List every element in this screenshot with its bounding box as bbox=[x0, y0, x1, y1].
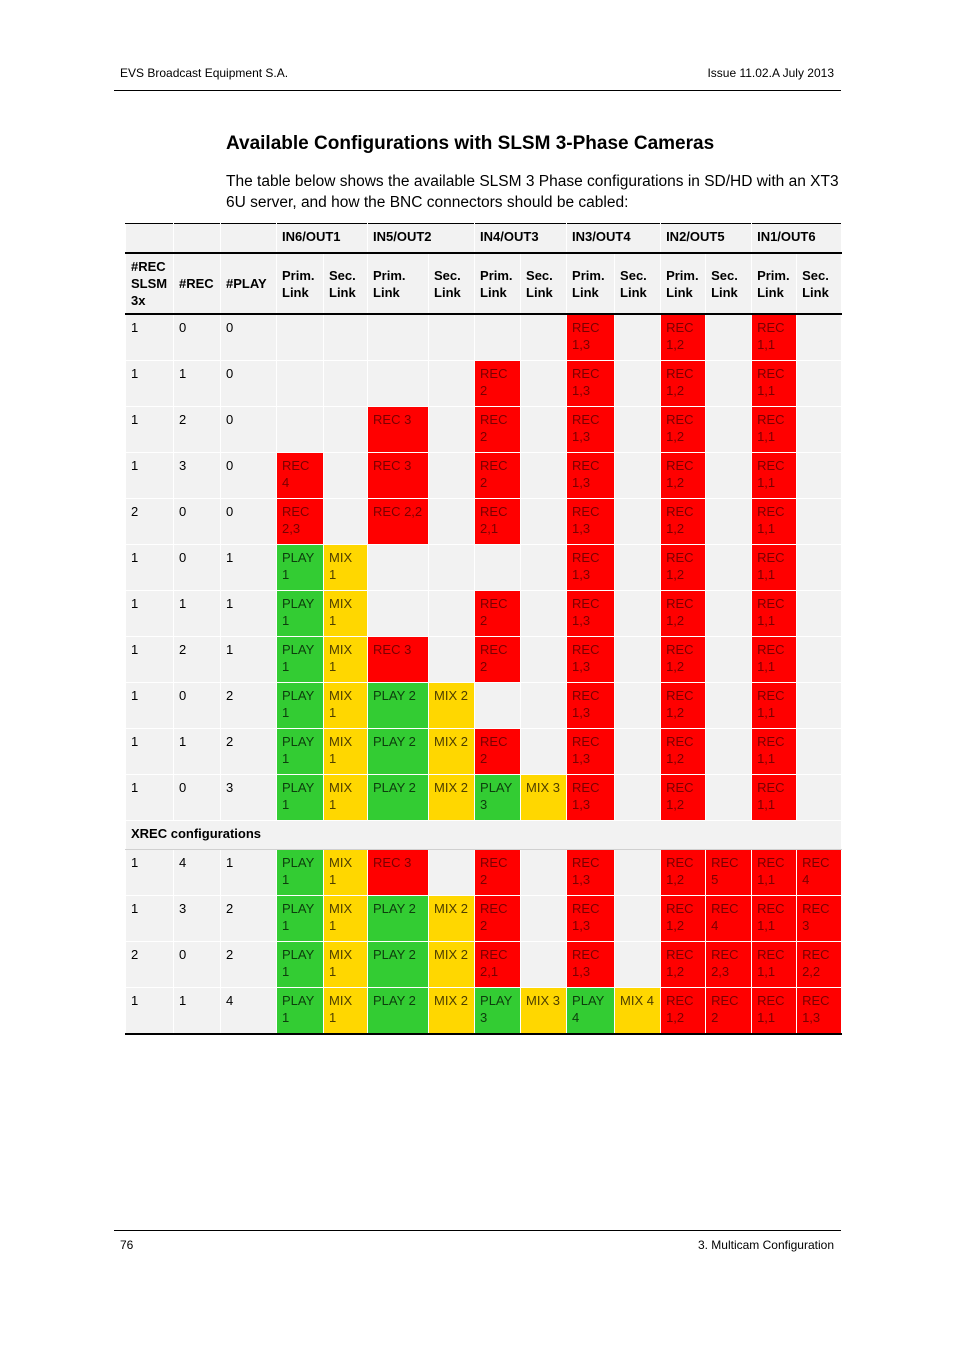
table-cell: PLAY 2 bbox=[368, 683, 429, 729]
table-cell: REC 4 bbox=[706, 896, 752, 942]
table-body bbox=[126, 314, 842, 1034]
table-cell bbox=[277, 407, 324, 453]
table-cell: REC 2 bbox=[475, 407, 521, 453]
table-cell: 1 bbox=[126, 896, 174, 942]
table-cell: PLAY 2 bbox=[368, 988, 429, 1035]
table-cell bbox=[277, 314, 324, 361]
table-cell bbox=[797, 683, 842, 729]
table-cell: MIX 1 bbox=[324, 591, 368, 637]
table-cell bbox=[475, 314, 521, 361]
table-row bbox=[126, 407, 842, 453]
table-cell bbox=[615, 683, 661, 729]
table-cell bbox=[615, 361, 661, 407]
table-cell: 2 bbox=[221, 896, 277, 942]
table-cell: MIX 2 bbox=[429, 896, 475, 942]
table-row bbox=[126, 942, 842, 988]
table-cell: REC 1,1 bbox=[752, 407, 797, 453]
configurations-table bbox=[125, 223, 842, 1035]
table-cell bbox=[521, 729, 567, 775]
table-cell: REC 3 bbox=[368, 453, 429, 499]
table-cell: REC 1,1 bbox=[752, 314, 797, 361]
table-cell bbox=[429, 637, 475, 683]
table-cell: REC 1,3 bbox=[567, 361, 615, 407]
table-cell bbox=[368, 314, 429, 361]
table-cell bbox=[521, 850, 567, 896]
table-cell: REC 2,3 bbox=[706, 942, 752, 988]
table-cell: REC 1,1 bbox=[752, 453, 797, 499]
table-cell: MIX 3 bbox=[521, 775, 567, 821]
table-cell bbox=[521, 591, 567, 637]
column-header: Prim. Link bbox=[277, 253, 324, 314]
table-cell: REC 1,2 bbox=[661, 850, 706, 896]
table-cell: 1 bbox=[126, 775, 174, 821]
footer-chapter: 3. Multicam Configuration bbox=[697, 1238, 834, 1252]
table-cell bbox=[521, 683, 567, 729]
table-cell: 0 bbox=[221, 499, 277, 545]
table-cell: PLAY 1 bbox=[277, 988, 324, 1035]
table-cell: 3 bbox=[174, 896, 221, 942]
table-cell bbox=[521, 942, 567, 988]
table-cell: REC 1,1 bbox=[752, 942, 797, 988]
header-company: EVS Broadcast Equipment S.A. bbox=[120, 66, 289, 80]
group-header: IN2/OUT5 bbox=[661, 224, 752, 254]
table-cell bbox=[615, 775, 661, 821]
table-row bbox=[126, 314, 842, 361]
column-header: Prim. Link bbox=[368, 253, 429, 314]
table-cell bbox=[706, 683, 752, 729]
footer-rule bbox=[114, 1230, 841, 1231]
table-cell bbox=[324, 499, 368, 545]
table-cell: REC 1,2 bbox=[661, 775, 706, 821]
table-cell bbox=[429, 361, 475, 407]
table-cell bbox=[706, 545, 752, 591]
table-row bbox=[126, 988, 842, 1035]
table-cell: REC 4 bbox=[277, 453, 324, 499]
group-header: IN3/OUT4 bbox=[567, 224, 661, 254]
table-cell: 0 bbox=[174, 499, 221, 545]
table-cell: MIX 1 bbox=[324, 896, 368, 942]
group-header: IN5/OUT2 bbox=[368, 224, 475, 254]
table-cell: REC 1,1 bbox=[752, 988, 797, 1035]
intro-paragraph: The table below shows the available SLSM 3 Phase configurations in SD/HD with an XT3 6U server, and how the BNC connectors should be cabled: bbox=[226, 173, 839, 211]
table-cell bbox=[797, 591, 842, 637]
table-cell: PLAY 2 bbox=[368, 775, 429, 821]
table-cell bbox=[429, 407, 475, 453]
table-cell: MIX 2 bbox=[429, 729, 475, 775]
table-cell: MIX 1 bbox=[324, 637, 368, 683]
column-header: Prim. Link bbox=[661, 253, 706, 314]
blank-header-cell bbox=[221, 224, 277, 254]
table-cell bbox=[615, 729, 661, 775]
table-cell: REC 1,1 bbox=[752, 729, 797, 775]
table-cell: REC 1,3 bbox=[567, 683, 615, 729]
table-cell: REC 3 bbox=[797, 896, 842, 942]
column-header: Sec. Link bbox=[324, 253, 368, 314]
header-issue: Issue 11.02.A July 2013 bbox=[707, 66, 834, 80]
table-cell: 1 bbox=[221, 637, 277, 683]
xrec-section-label: XREC configurations bbox=[126, 821, 842, 850]
table-row bbox=[126, 775, 842, 821]
table-cell: 2 bbox=[126, 499, 174, 545]
table-cell bbox=[615, 591, 661, 637]
table-row bbox=[126, 637, 842, 683]
table-cell bbox=[797, 499, 842, 545]
table-cell bbox=[521, 896, 567, 942]
table-cell: 1 bbox=[126, 314, 174, 361]
table-cell: REC 2 bbox=[475, 453, 521, 499]
table-cell: 0 bbox=[221, 314, 277, 361]
table-cell: REC 1,2 bbox=[661, 637, 706, 683]
table-cell: REC 1,3 bbox=[797, 988, 842, 1035]
table-cell: REC 2 bbox=[706, 988, 752, 1035]
table-cell: REC 1,3 bbox=[567, 499, 615, 545]
table-cell bbox=[706, 591, 752, 637]
table-cell: PLAY 3 bbox=[475, 775, 521, 821]
column-header: Prim. Link bbox=[752, 253, 797, 314]
group-header: IN6/OUT1 bbox=[277, 224, 368, 254]
table-cell: REC 1,2 bbox=[661, 407, 706, 453]
table-cell: REC 2,1 bbox=[475, 499, 521, 545]
table-cell: REC 1,3 bbox=[567, 407, 615, 453]
table-cell: REC 1,2 bbox=[661, 499, 706, 545]
column-header: Sec. Link bbox=[706, 253, 752, 314]
table-cell: 2 bbox=[174, 407, 221, 453]
table-cell: REC 1,2 bbox=[661, 545, 706, 591]
table-cell: 1 bbox=[126, 988, 174, 1035]
table-cell: MIX 4 bbox=[615, 988, 661, 1035]
table-cell bbox=[324, 453, 368, 499]
table-cell: 2 bbox=[174, 637, 221, 683]
table-cell: REC 1,1 bbox=[752, 683, 797, 729]
section-title: Available Configurations with SLSM 3-Phase Cameras bbox=[226, 133, 715, 154]
table-cell bbox=[706, 499, 752, 545]
table-cell: 2 bbox=[221, 683, 277, 729]
table-row bbox=[126, 850, 842, 896]
table-cell: REC 4 bbox=[797, 850, 842, 896]
table-cell bbox=[615, 545, 661, 591]
table-cell bbox=[615, 314, 661, 361]
table-cell: 1 bbox=[221, 545, 277, 591]
blank-header-cell bbox=[174, 224, 221, 254]
table-cell: 1 bbox=[221, 850, 277, 896]
table-cell bbox=[615, 453, 661, 499]
table-cell bbox=[797, 729, 842, 775]
table-cell bbox=[324, 361, 368, 407]
table-cell: MIX 2 bbox=[429, 942, 475, 988]
table-cell: 4 bbox=[174, 850, 221, 896]
table-cell: REC 1,1 bbox=[752, 545, 797, 591]
table-cell bbox=[521, 453, 567, 499]
table-cell bbox=[277, 361, 324, 407]
table-cell: PLAY 3 bbox=[475, 988, 521, 1035]
table-cell: 1 bbox=[126, 850, 174, 896]
table-cell bbox=[368, 545, 429, 591]
table-cell bbox=[429, 545, 475, 591]
column-header: Prim. Link bbox=[475, 253, 521, 314]
table-cell: REC 2 bbox=[475, 896, 521, 942]
table-cell: REC 1,2 bbox=[661, 453, 706, 499]
table-cell: MIX 2 bbox=[429, 775, 475, 821]
table-cell: MIX 2 bbox=[429, 988, 475, 1035]
table-row bbox=[126, 499, 842, 545]
table-cell: REC 1,2 bbox=[661, 591, 706, 637]
table-cell: MIX 1 bbox=[324, 988, 368, 1035]
table-cell: REC 2 bbox=[475, 637, 521, 683]
table-cell: REC 1,2 bbox=[661, 314, 706, 361]
table-cell: REC 1,2 bbox=[661, 729, 706, 775]
table-cell: 1 bbox=[126, 361, 174, 407]
table-cell: REC 1,1 bbox=[752, 361, 797, 407]
table-cell bbox=[706, 775, 752, 821]
table-cell bbox=[706, 729, 752, 775]
table-cell: REC 1,1 bbox=[752, 637, 797, 683]
table-cell bbox=[797, 314, 842, 361]
table-cell: 1 bbox=[126, 591, 174, 637]
table-cell bbox=[615, 407, 661, 453]
table-cell bbox=[797, 453, 842, 499]
table-cell: 0 bbox=[221, 361, 277, 407]
table-cell: PLAY 1 bbox=[277, 637, 324, 683]
table-cell: REC 3 bbox=[368, 407, 429, 453]
table-cell: REC 2 bbox=[475, 850, 521, 896]
table-cell: REC 1,3 bbox=[567, 545, 615, 591]
xrec-section-row bbox=[126, 821, 842, 850]
table-cell: 1 bbox=[126, 545, 174, 591]
table-cell: PLAY 1 bbox=[277, 850, 324, 896]
table-cell: PLAY 1 bbox=[277, 683, 324, 729]
table-cell: 0 bbox=[174, 314, 221, 361]
table-row bbox=[126, 361, 842, 407]
table-cell: REC 5 bbox=[706, 850, 752, 896]
table-cell bbox=[521, 361, 567, 407]
table-cell: REC 3 bbox=[368, 850, 429, 896]
table-cell: MIX 1 bbox=[324, 850, 368, 896]
page-number: 76 bbox=[120, 1238, 134, 1252]
table-cell: 1 bbox=[221, 591, 277, 637]
table-cell: MIX 1 bbox=[324, 775, 368, 821]
table-cell bbox=[706, 637, 752, 683]
table-cell bbox=[521, 637, 567, 683]
blank-header-cell bbox=[126, 224, 174, 254]
group-header: IN4/OUT3 bbox=[475, 224, 567, 254]
table-cell bbox=[429, 453, 475, 499]
table-cell: REC 3 bbox=[368, 637, 429, 683]
table-cell bbox=[797, 361, 842, 407]
table-cell bbox=[429, 591, 475, 637]
table-cell: 1 bbox=[126, 453, 174, 499]
table-cell: REC 1,3 bbox=[567, 637, 615, 683]
group-header: IN1/OUT6 bbox=[752, 224, 842, 254]
table-cell: REC 2,2 bbox=[368, 499, 429, 545]
table-cell bbox=[368, 361, 429, 407]
table-cell: REC 2,3 bbox=[277, 499, 324, 545]
table-cell bbox=[429, 314, 475, 361]
column-header: #REC bbox=[174, 253, 221, 314]
table-cell: 2 bbox=[126, 942, 174, 988]
table-cell bbox=[797, 407, 842, 453]
table-row bbox=[126, 729, 842, 775]
table-cell bbox=[615, 850, 661, 896]
table-row bbox=[126, 896, 842, 942]
table-cell bbox=[706, 453, 752, 499]
table-cell bbox=[324, 314, 368, 361]
column-header-row bbox=[126, 253, 842, 314]
table-cell: REC 2 bbox=[475, 361, 521, 407]
table-cell: REC 1,3 bbox=[567, 850, 615, 896]
table-cell: PLAY 4 bbox=[567, 988, 615, 1035]
table-cell: 0 bbox=[174, 942, 221, 988]
table-cell: 0 bbox=[221, 453, 277, 499]
table-cell: 1 bbox=[174, 988, 221, 1035]
group-header-row bbox=[126, 224, 842, 254]
table-cell: REC 2 bbox=[475, 729, 521, 775]
table-row bbox=[126, 683, 842, 729]
table-row bbox=[126, 545, 842, 591]
table-cell bbox=[615, 637, 661, 683]
table-cell: MIX 3 bbox=[521, 988, 567, 1035]
table-cell bbox=[615, 896, 661, 942]
table-cell bbox=[521, 407, 567, 453]
table-cell: 0 bbox=[221, 407, 277, 453]
table-cell: REC 1,1 bbox=[752, 896, 797, 942]
table-cell: REC 1,3 bbox=[567, 453, 615, 499]
table-cell: MIX 1 bbox=[324, 729, 368, 775]
table-cell bbox=[615, 499, 661, 545]
table-cell: MIX 1 bbox=[324, 545, 368, 591]
table-cell: REC 1,3 bbox=[567, 729, 615, 775]
table-cell: 2 bbox=[221, 942, 277, 988]
table-cell: 1 bbox=[126, 407, 174, 453]
table-cell: PLAY 2 bbox=[368, 942, 429, 988]
table-cell: REC 1,3 bbox=[567, 314, 615, 361]
table-cell: REC 1,1 bbox=[752, 591, 797, 637]
table-cell: REC 1,3 bbox=[567, 896, 615, 942]
table-cell bbox=[706, 361, 752, 407]
table-cell: 0 bbox=[174, 545, 221, 591]
table-cell bbox=[475, 683, 521, 729]
table-cell: REC 1,1 bbox=[752, 775, 797, 821]
column-header: #REC SLSM 3x bbox=[126, 253, 174, 314]
table-cell: REC 1,1 bbox=[752, 850, 797, 896]
table-cell bbox=[368, 591, 429, 637]
column-header: Sec. Link bbox=[797, 253, 842, 314]
table-row bbox=[126, 453, 842, 499]
table-cell: 1 bbox=[174, 361, 221, 407]
column-header: Prim. Link bbox=[567, 253, 615, 314]
table-cell: PLAY 1 bbox=[277, 775, 324, 821]
table-cell: REC 1,3 bbox=[567, 775, 615, 821]
table-cell: PLAY 2 bbox=[368, 896, 429, 942]
table-cell: 1 bbox=[126, 637, 174, 683]
table-cell: PLAY 1 bbox=[277, 545, 324, 591]
table-cell: PLAY 1 bbox=[277, 896, 324, 942]
table-cell bbox=[797, 637, 842, 683]
table-cell bbox=[706, 314, 752, 361]
table-cell: 4 bbox=[221, 988, 277, 1035]
table-cell bbox=[475, 545, 521, 591]
table-cell bbox=[615, 942, 661, 988]
table-cell: 3 bbox=[221, 775, 277, 821]
column-header: Sec. Link bbox=[429, 253, 475, 314]
table-cell: REC 1,3 bbox=[567, 942, 615, 988]
table-cell: 1 bbox=[174, 729, 221, 775]
header-rule bbox=[114, 90, 841, 91]
table-cell: 2 bbox=[221, 729, 277, 775]
table-cell: 0 bbox=[174, 775, 221, 821]
table-cell: MIX 1 bbox=[324, 683, 368, 729]
table-cell: MIX 1 bbox=[324, 942, 368, 988]
table-cell: REC 2,2 bbox=[797, 942, 842, 988]
table-cell bbox=[429, 850, 475, 896]
table-cell: 1 bbox=[126, 683, 174, 729]
table-cell: 1 bbox=[126, 729, 174, 775]
table-cell: REC 1,1 bbox=[752, 499, 797, 545]
table-cell: REC 1,2 bbox=[661, 683, 706, 729]
table-cell bbox=[521, 499, 567, 545]
table-cell bbox=[521, 314, 567, 361]
table-cell: REC 2 bbox=[475, 591, 521, 637]
column-header: #PLAY bbox=[221, 253, 277, 314]
table-cell bbox=[797, 775, 842, 821]
table-cell: REC 1,2 bbox=[661, 361, 706, 407]
column-header: Sec. Link bbox=[615, 253, 661, 314]
table-cell bbox=[797, 545, 842, 591]
table-cell: PLAY 2 bbox=[368, 729, 429, 775]
table-cell: REC 1,2 bbox=[661, 988, 706, 1035]
table-cell bbox=[521, 545, 567, 591]
table-cell bbox=[324, 407, 368, 453]
table-cell bbox=[429, 499, 475, 545]
column-header: Sec. Link bbox=[521, 253, 567, 314]
table-cell bbox=[706, 407, 752, 453]
table-cell: REC 1,2 bbox=[661, 896, 706, 942]
table-cell: 3 bbox=[174, 453, 221, 499]
table-cell: REC 2,1 bbox=[475, 942, 521, 988]
table-cell: REC 1,2 bbox=[661, 942, 706, 988]
table-cell: REC 1,3 bbox=[567, 591, 615, 637]
table-cell: MIX 2 bbox=[429, 683, 475, 729]
table-cell: 0 bbox=[174, 683, 221, 729]
table-cell: PLAY 1 bbox=[277, 591, 324, 637]
table-cell: PLAY 1 bbox=[277, 729, 324, 775]
table-cell: 1 bbox=[174, 591, 221, 637]
table-row bbox=[126, 591, 842, 637]
table-cell: PLAY 1 bbox=[277, 942, 324, 988]
